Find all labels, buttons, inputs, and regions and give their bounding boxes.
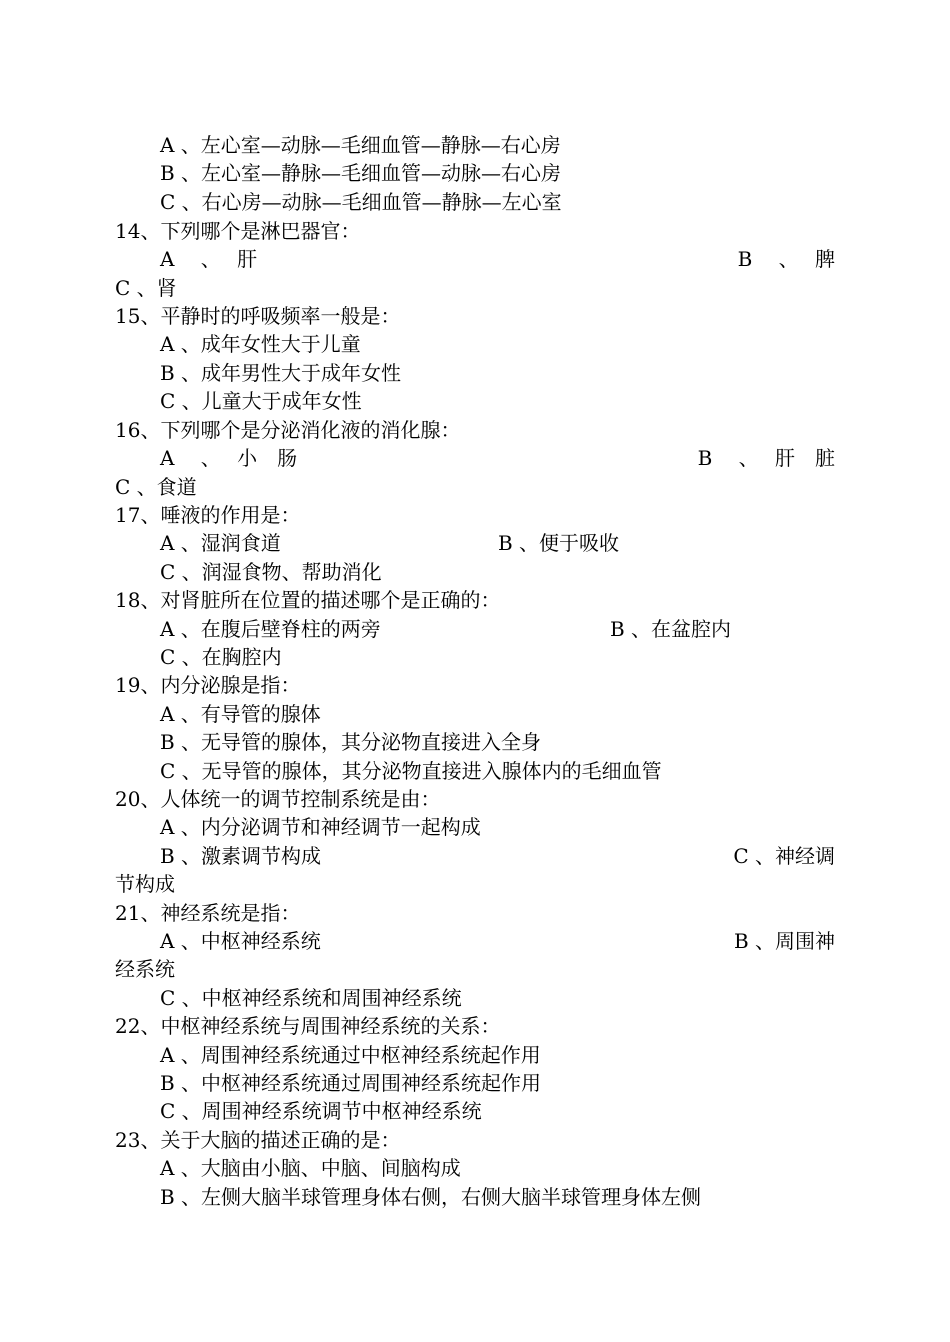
q16-option-b: B 、 肝 脏 [697,446,835,470]
q20-option-c-wrap: 节构成 [115,872,175,896]
q21-option-b-wrap: 经系统 [115,957,175,981]
q17-question: 17、唾液的作用是： [115,503,301,527]
q19-option-c: C 、无导管的腺体，其分泌物直接进入腺体内的毛细血管 [160,759,662,783]
q14-option-b: B 、 脾 [737,247,835,271]
q13-option-c: C 、右心房—动脉—毛细血管—静脉—左心室 [160,190,562,214]
q15-question: 15、平静时的呼吸频率一般是： [115,304,401,328]
q21-option-c: C 、中枢神经系统和周围神经系统 [160,986,462,1010]
q18-option-a: A 、在腹后壁脊柱的两旁 [160,617,381,641]
q22-option-a: A 、周围神经系统通过中枢神经系统起作用 [160,1043,541,1067]
q20-option-b: B 、激素调节构成 [160,844,322,868]
q19-option-b: B 、无导管的腺体，其分泌物直接进入全身 [160,730,542,754]
q21-option-a: A 、中枢神经系统 [160,929,321,953]
q20-question: 20、人体统一的调节控制系统是由： [115,787,441,811]
q17-option-b: B 、便于吸收 [498,531,620,555]
q20-option-c: C 、神经调 [733,844,835,868]
q16-option-a: A 、 小 肠 [160,446,298,470]
q21-question: 21、神经系统是指： [115,901,301,925]
q17-option-a: A 、湿润食道 [160,531,281,555]
q23-option-a: A 、大脑由小脑、中脑、间脑构成 [160,1156,461,1180]
q15-option-c: C 、儿童大于成年女性 [160,389,362,413]
q13-option-b: B 、左心室—静脉—毛细血管—动脉—右心房 [160,161,562,185]
q23-option-b: B 、左侧大脑半球管理身体右侧，右侧大脑半球管理身体左侧 [160,1185,702,1209]
q15-option-b: B 、成年男性大于成年女性 [160,361,402,385]
q15-option-a: A 、成年女性大于儿童 [160,332,361,356]
q14-question: 14、下列哪个是淋巴器官： [115,219,361,243]
q13-option-a: A 、左心室—动脉—毛细血管—静脉—右心房 [160,133,561,157]
q14-option-c: C 、肾 [115,276,177,300]
q16-question: 16、下列哪个是分泌消化液的消化腺： [115,418,461,442]
q19-option-a: A 、有导管的腺体 [160,702,321,726]
q19-question: 19、内分泌腺是指： [115,673,301,697]
q16-option-c: C 、食道 [115,475,197,499]
q20-option-a: A 、内分泌调节和神经调节一起构成 [160,815,481,839]
q18-option-c: C 、在胸腔内 [160,645,282,669]
q17-option-c: C 、润湿食物、帮助消化 [160,560,382,584]
q23-question: 23、关于大脑的描述正确的是： [115,1128,401,1152]
q14-option-a: A 、 肝 [160,247,258,271]
q22-question: 22、中枢神经系统与周围神经系统的关系： [115,1014,501,1038]
q22-option-c: C 、周围神经系统调节中枢神经系统 [160,1099,482,1123]
q22-option-b: B 、中枢神经系统通过周围神经系统起作用 [160,1071,542,1095]
q21-option-b: B 、周围神 [733,929,835,953]
q18-question: 18、对肾脏所在位置的描述哪个是正确的： [115,588,501,612]
q18-option-b: B 、在盆腔内 [610,617,732,641]
